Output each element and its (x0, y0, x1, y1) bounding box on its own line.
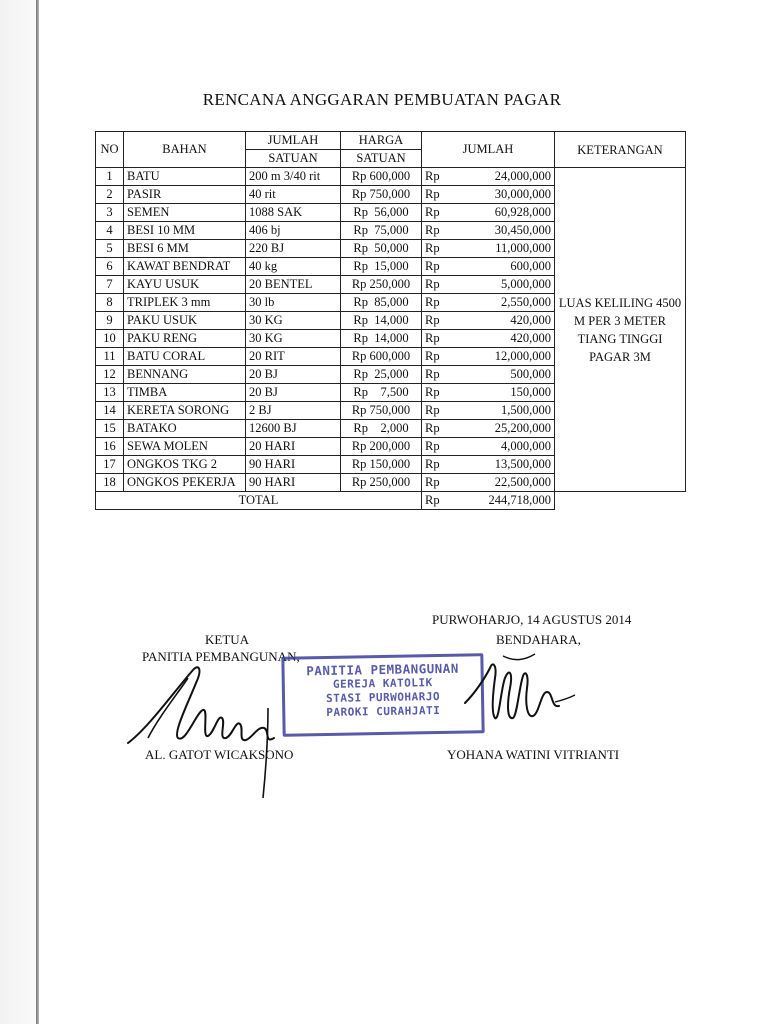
cell-no: 3 (96, 204, 124, 222)
cell-harga-satuan: Rp 750,000 (341, 186, 422, 204)
cell-jumlah: 600,000 (451, 258, 555, 276)
stamp-line-4: PAROKI CURAHJATI (326, 704, 441, 719)
cell-bahan: PAKU USUK (124, 312, 246, 330)
cell-rp: Rp (422, 204, 451, 222)
scan-margin (0, 0, 36, 1024)
cell-no: 6 (96, 258, 124, 276)
cell-bahan: BESI 6 MM (124, 240, 246, 258)
cell-rp: Rp (422, 294, 451, 312)
cell-harga-satuan: Rp 250,000 (341, 276, 422, 294)
cell-jumlah: 25,200,000 (451, 420, 555, 438)
cell-bahan: BESI 10 MM (124, 222, 246, 240)
cell-jumlah: 24,000,000 (451, 168, 555, 186)
cell-no: 10 (96, 330, 124, 348)
cell-rp: Rp (422, 366, 451, 384)
cell-no: 1 (96, 168, 124, 186)
right-role-bendahara: BENDAHARA, (496, 632, 581, 647)
cell-jumlah: 5,000,000 (451, 276, 555, 294)
cell-jumlah: 12,000,000 (451, 348, 555, 366)
cell-harga-satuan: Rp 150,000 (341, 456, 422, 474)
cell-harga-satuan: Rp 750,000 (341, 402, 422, 420)
header-jumlah: JUMLAH (422, 132, 555, 168)
cell-jumlah: 60,928,000 (451, 204, 555, 222)
header-bahan: BAHAN (124, 132, 246, 168)
cell-jumlah-satuan: 200 m 3/40 rit (246, 168, 341, 186)
cell-rp: Rp (422, 330, 451, 348)
total-amount: 244,718,000 (451, 492, 555, 510)
cell-jumlah: 11,000,000 (451, 240, 555, 258)
place-date: PURWOHARJO, 14 AGUSTUS 2014 (432, 612, 632, 627)
cell-harga-satuan: Rp 600,000 (341, 348, 422, 366)
cell-rp: Rp (422, 312, 451, 330)
left-role-ketua: KETUA (205, 632, 250, 647)
cell-jumlah-satuan: 20 HARI (246, 438, 341, 456)
cell-harga-satuan: Rp 14,000 (341, 330, 422, 348)
total-row (96, 492, 686, 510)
stamp-line-1: PANITIA PEMBANGUNAN (306, 660, 459, 679)
cell-bahan: TRIPLEK 3 mm (124, 294, 246, 312)
cell-bahan: SEWA MOLEN (124, 438, 246, 456)
cell-bahan: TIMBA (124, 384, 246, 402)
budget-table (95, 131, 686, 510)
cell-jumlah: 2,550,000 (451, 294, 555, 312)
cell-rp: Rp (422, 456, 451, 474)
cell-jumlah-satuan: 12600 BJ (246, 420, 341, 438)
cell-jumlah-satuan: 90 HARI (246, 456, 341, 474)
cell-jumlah: 150,000 (451, 384, 555, 402)
cell-rp: Rp (422, 240, 451, 258)
left-role-panitia: PANITIA PEMBANGUNAN, (142, 649, 300, 664)
cell-bahan: KERETA SORONG (124, 402, 246, 420)
total-empty-cell (555, 492, 686, 510)
total-rp: Rp (422, 492, 451, 510)
cell-harga-satuan: Rp 25,000 (341, 366, 422, 384)
cell-no: 14 (96, 402, 124, 420)
cell-jumlah-satuan: 40 kg (246, 258, 341, 276)
document-title: RENCANA ANGGARAN PEMBUATAN PAGAR (202, 90, 562, 109)
header-harga-satuan-top: HARGA (341, 132, 422, 150)
cell-jumlah: 30,450,000 (451, 222, 555, 240)
cell-bahan: KAWAT BENDRAT (124, 258, 246, 276)
cell-jumlah: 30,000,000 (451, 186, 555, 204)
cell-jumlah: 13,500,000 (451, 456, 555, 474)
cell-bahan: BATAKO (124, 420, 246, 438)
table-body (96, 168, 686, 510)
cell-no: 18 (96, 474, 124, 492)
cell-harga-satuan: Rp 14,000 (341, 312, 422, 330)
cell-jumlah: 420,000 (451, 312, 555, 330)
header-keterangan: KETERANGAN (555, 132, 686, 168)
stamp-line-2: GEREJA KATOLIK (332, 676, 433, 691)
cell-bahan: ONGKOS TKG 2 (124, 456, 246, 474)
cell-jumlah-satuan: 2 BJ (246, 402, 341, 420)
cell-no: 17 (96, 456, 124, 474)
left-name: AL. GATOT WICAKSONO (145, 747, 294, 762)
cell-jumlah: 1,500,000 (451, 402, 555, 420)
cell-rp: Rp (422, 276, 451, 294)
right-name: YOHANA WATINI VITRIANTI (447, 747, 620, 762)
cell-jumlah-satuan: 20 BJ (246, 384, 341, 402)
left-signature (118, 648, 318, 808)
cell-harga-satuan: Rp 50,000 (341, 240, 422, 258)
cell-no: 2 (96, 186, 124, 204)
cell-jumlah-satuan: 30 lb (246, 294, 341, 312)
cell-rp: Rp (422, 348, 451, 366)
cell-no: 12 (96, 366, 124, 384)
cell-no: 7 (96, 276, 124, 294)
cell-jumlah-satuan: 40 rit (246, 186, 341, 204)
cell-bahan: SEMEN (124, 204, 246, 222)
cell-harga-satuan: Rp 600,000 (341, 168, 422, 186)
cell-rp: Rp (422, 186, 451, 204)
cell-bahan: ONGKOS PEKERJA (124, 474, 246, 492)
cell-jumlah: 420,000 (451, 330, 555, 348)
cell-jumlah-satuan: 90 HARI (246, 474, 341, 492)
cell-jumlah-satuan: 1088 SAK (246, 204, 341, 222)
header-jumlah-satuan-bottom: SATUAN (246, 150, 341, 168)
cell-jumlah-satuan: 30 KG (246, 312, 341, 330)
right-signature (455, 648, 580, 738)
cell-harga-satuan: Rp 250,000 (341, 474, 422, 492)
cell-bahan: BATU CORAL (124, 348, 246, 366)
cell-rp: Rp (422, 258, 451, 276)
cell-bahan: KAYU USUK (124, 276, 246, 294)
stamp-line-3: STASI PURWOHARJO (325, 690, 441, 705)
cell-rp: Rp (422, 168, 451, 186)
cell-no: 15 (96, 420, 124, 438)
cell-jumlah-satuan: 30 KG (246, 330, 341, 348)
cell-jumlah: 22,500,000 (451, 474, 555, 492)
header-harga-satuan-bottom: SATUAN (341, 150, 422, 168)
cell-no: 4 (96, 222, 124, 240)
cell-jumlah-satuan: 20 BENTEL (246, 276, 341, 294)
cell-jumlah-satuan: 20 BJ (246, 366, 341, 384)
cell-no: 9 (96, 312, 124, 330)
cell-rp: Rp (422, 384, 451, 402)
cell-rp: Rp (422, 222, 451, 240)
cell-harga-satuan: Rp 15,000 (341, 258, 422, 276)
cell-bahan: PAKU RENG (124, 330, 246, 348)
cell-no: 16 (96, 438, 124, 456)
header-jumlah-satuan-top: JUMLAH (246, 132, 341, 150)
cell-jumlah: 4,000,000 (451, 438, 555, 456)
cell-jumlah-satuan: 20 RIT (246, 348, 341, 366)
cell-harga-satuan: Rp 75,000 (341, 222, 422, 240)
cell-rp: Rp (422, 402, 451, 420)
total-label: TOTAL (96, 492, 422, 510)
cell-keterangan: LUAS KELILING 4500 M PER 3 METER TIANG TINGGI PAGAR 3M (555, 168, 686, 492)
scan-edge-line (36, 0, 39, 1024)
cell-jumlah-satuan: 220 BJ (246, 240, 341, 258)
cell-harga-satuan: Rp 200,000 (341, 438, 422, 456)
header-no: NO (96, 132, 124, 168)
cell-no: 13 (96, 384, 124, 402)
cell-bahan: BENNANG (124, 366, 246, 384)
cell-harga-satuan: Rp 56,000 (341, 204, 422, 222)
cell-harga-satuan: Rp 7,500 (341, 384, 422, 402)
cell-bahan: BATU (124, 168, 246, 186)
cell-no: 8 (96, 294, 124, 312)
cell-no: 11 (96, 348, 124, 366)
cell-harga-satuan: Rp 2,000 (341, 420, 422, 438)
table-row (96, 168, 686, 186)
cell-harga-satuan: Rp 85,000 (341, 294, 422, 312)
cell-jumlah-satuan: 406 bj (246, 222, 341, 240)
cell-jumlah: 500,000 (451, 366, 555, 384)
cell-bahan: PASIR (124, 186, 246, 204)
cell-rp: Rp (422, 438, 451, 456)
cell-rp: Rp (422, 420, 451, 438)
cell-rp: Rp (422, 474, 451, 492)
cell-no: 5 (96, 240, 124, 258)
